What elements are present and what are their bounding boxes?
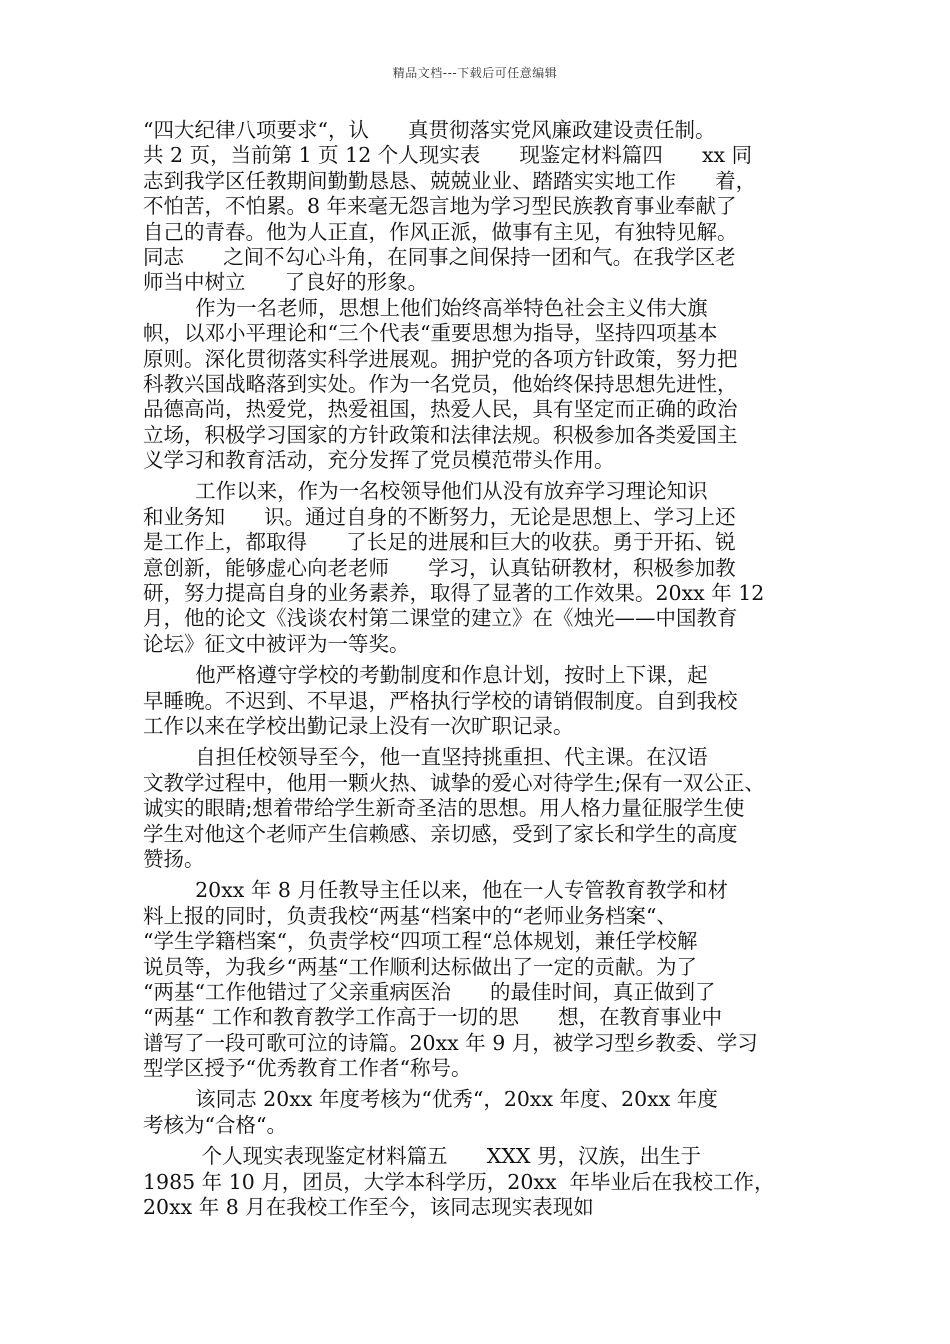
- document-body: [143, 118, 823, 1220]
- text-line: 同志 之间不勾心斗角，在同事之间保持一团和气。在我学区老: [143, 244, 736, 269]
- text-line: 自担任校领导至今，他一直坚持挑重担、代主课。在汉语: [143, 745, 708, 770]
- text-line: 谱写了一段可歌可泣的诗篇。20xx 年 9 月，被学习型乡教委、学习: [143, 1030, 758, 1055]
- text-line: 帜，以邓小平理论和“三个代表“重要思想为指导，坚持四项基本: [143, 321, 718, 346]
- text-line: 1985 年 10 月，团员，大学本科学历，20xx 年毕业后在我校工作，: [143, 1169, 775, 1194]
- text-line: “四大纪律八项要求“，认 真贯彻落实党风廉政建设责任制。: [143, 118, 716, 142]
- text-line: 学生对他这个老师产生信赖感、亲切感，受到了家长和学生的高度: [143, 821, 738, 846]
- text-line: 品德高尚，热爱党，热爱祖国，热爱人民，具有坚定而正确的政治: [143, 397, 738, 422]
- text-line: 立场，积极学习国家的方针政策和法律法规。积极参加各类爱国主: [143, 422, 738, 447]
- text-line: 论坛》征文中被评为一等奖。: [143, 631, 410, 656]
- text-line: 料上报的同时，负责我校“两基“档案中的“老师业务档案“、: [143, 903, 677, 928]
- text-line: 该同志 20xx 年度考核为“优秀“，20xx 年度、20xx 年度: [143, 1087, 718, 1112]
- text-line: 文教学过程中，他用一颗火热、诚挚的爱心对待学生;保有一双公正、: [143, 770, 765, 795]
- text-line: 研，努力提高自身的业务素养，取得了显著的工作效果。20xx 年 12: [143, 581, 765, 606]
- text-line: 说员等，为我乡“两基“工作顺利达标做出了一定的贡献。为了: [143, 954, 697, 979]
- text-line: “学生学籍档案“，负责学校“四项工程“总体规划，兼任学校解: [143, 929, 698, 954]
- text-line: “两基“ 工作和教育教学工作高于一切的思 想，在教育事业中: [143, 1005, 723, 1030]
- text-line: 自己的青春。他为人正直，作风正派，做事有主见，有独特见解。: [143, 219, 738, 244]
- text-line: 是工作上，都取得 了长足的进展和巨大的收获。勇于开拓、锐: [143, 530, 736, 555]
- page-header: 精品文档---下载后可任意编辑: [392, 66, 558, 80]
- text-line: 早睡晚。不迟到、不早退，严格执行学校的请销假制度。自到我校: [143, 688, 738, 713]
- text-line: 工作以来在学校出勤记录上没有一次旷职记录。: [143, 713, 574, 738]
- text-line: 原则。深化贯彻落实科学进展观。拥护党的各项方针政策，努力把: [143, 346, 738, 371]
- text-line: 共 2 页，当前第 1 页 12 个人现实表 现鉴定材料篇四 xx 同: [143, 143, 753, 168]
- text-line: 和业务知 识。通过自身的不断努力，无论是思想上、学习上还: [143, 504, 736, 529]
- text-line: 科教兴国战略落到实处。作为一名党员，他始终保持思想先进性，: [143, 371, 738, 396]
- text-line: 月，他的论文《浅谈农村第二课堂的建立》在《烛光——中国教育: [143, 606, 738, 631]
- text-line: 师当中树立 了良好的形象。: [143, 270, 429, 295]
- text-line: 他严格遵守学校的考勤制度和作息计划，按时上下课，起: [143, 663, 708, 688]
- text-line: 意创新，能够虚心向老老师 学习，认真钻研教材，积极参加教: [143, 555, 736, 580]
- text-line: 作为一名老师，思想上他们始终高举特色社会主义伟大旗: [143, 295, 708, 320]
- text-line: 诚实的眼睛;想着带给学生新奇圣洁的思想。用人格力量征服学生使: [143, 796, 745, 821]
- text-line: 个人现实表现鉴定材料篇五 XXX 男，汉族，出生于: [143, 1144, 702, 1169]
- text-line: 考核为“合格“。: [143, 1112, 287, 1137]
- text-line: 志到我学区任教期间勤勤恳恳、兢兢业业、踏踏实实地工作 着，: [143, 168, 757, 193]
- text-line: 不怕苦，不怕累。8 年来毫无怨言地为学习型民族教育事业奉献了: [143, 194, 737, 219]
- text-line: 20xx 年 8 月任教导主任以来，他在一人专管教育教学和材: [143, 878, 728, 903]
- text-line: 型学区授予“优秀教育工作者“称号。: [143, 1056, 472, 1081]
- text-line: 工作以来，作为一名校领导他们从没有放弃学习理论知识: [143, 479, 708, 504]
- text-line: 20xx 年 8 月在我校工作至今，该同志现实表现如: [143, 1195, 594, 1220]
- text-line: “两基“工作他错过了父亲重病医治 的最佳时间，真正做到了: [143, 979, 716, 1004]
- text-line: 赞扬。: [143, 846, 205, 871]
- text-line: 义学习和教育活动，充分发挥了党员模范带头作用。: [143, 448, 615, 473]
